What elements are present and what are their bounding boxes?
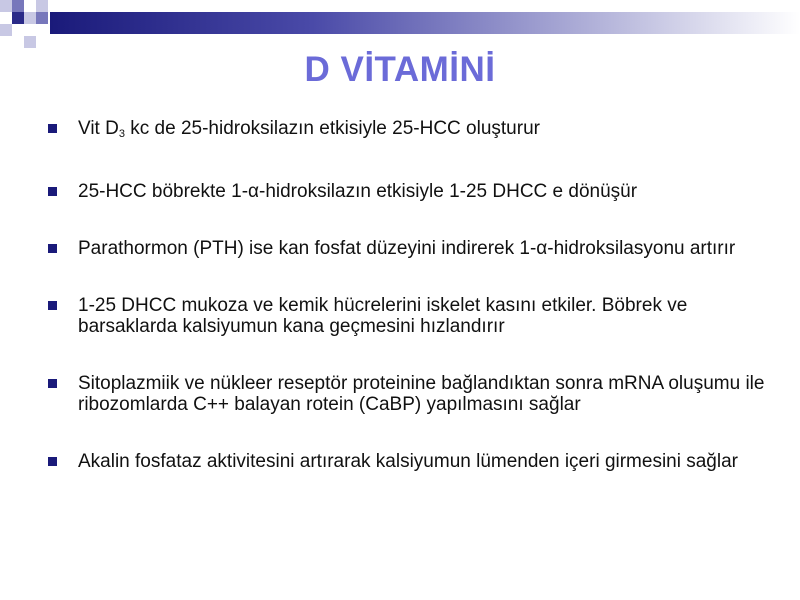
decor-square: [12, 12, 24, 24]
bullet-item: [48, 373, 778, 415]
header-gradient-bar: [50, 12, 800, 34]
bullet-square-icon: [48, 244, 57, 253]
bullet-text: Akalin fosfataz aktivitesini artırarak kalsiyumun lümenden içeri girmesini sağlar: [78, 451, 738, 472]
bullet-square-icon: [48, 187, 57, 196]
bullet-item: [48, 118, 778, 145]
decor-square: [12, 0, 24, 12]
bullet-square-icon: [48, 379, 57, 388]
bullet-square-icon: [48, 457, 57, 466]
bullet-item: [48, 238, 778, 259]
bullet-item: [48, 451, 778, 472]
bullet-subscript: 3: [118, 128, 125, 140]
slide-title: D VİTAMİNİ: [304, 50, 496, 89]
bullet-item: [48, 295, 778, 337]
bullet-text-post: kc de 25-hidroksilazın etkisiyle 25-HCC oluşturur: [124, 118, 540, 139]
decor-square: [0, 24, 12, 36]
decor-square: [24, 36, 36, 48]
decor-square: [36, 0, 48, 12]
decor-square: [24, 12, 36, 24]
bullet-item: [48, 181, 778, 202]
decor-square: [0, 0, 12, 12]
bullet-text: 25-HCC böbrekte 1-α-hidroksilazın etkisiyle 1-25 DHCC e dönüşür: [78, 181, 638, 202]
decor-square: [36, 12, 48, 24]
bullet-square-icon: [48, 301, 57, 310]
bullet-list: [48, 118, 778, 508]
bullet-text-pre: Vit D: [78, 118, 119, 139]
bullet-text: Parathormon (PTH) ise kan fosfat düzeyini indirerek 1-α-hidroksilasyonu artırır: [78, 238, 736, 259]
bullet-text: Sitoplazmiik ve nükleer reseptör proteinine bağlandıktan sonra mRNA oluşumu ile ribozomlarda C++ balayan rotein (CaBP) yapılmasını sağlar: [78, 373, 765, 415]
header-decoration: [0, 0, 800, 40]
bullet-text: 1-25 DHCC mukoza ve kemik hücrelerini iskelet kasını etkiler. Böbrek ve barsaklarda kalsiyumun kana geçmesini hızlandırır: [78, 295, 688, 337]
bullet-square-icon: [48, 124, 57, 133]
